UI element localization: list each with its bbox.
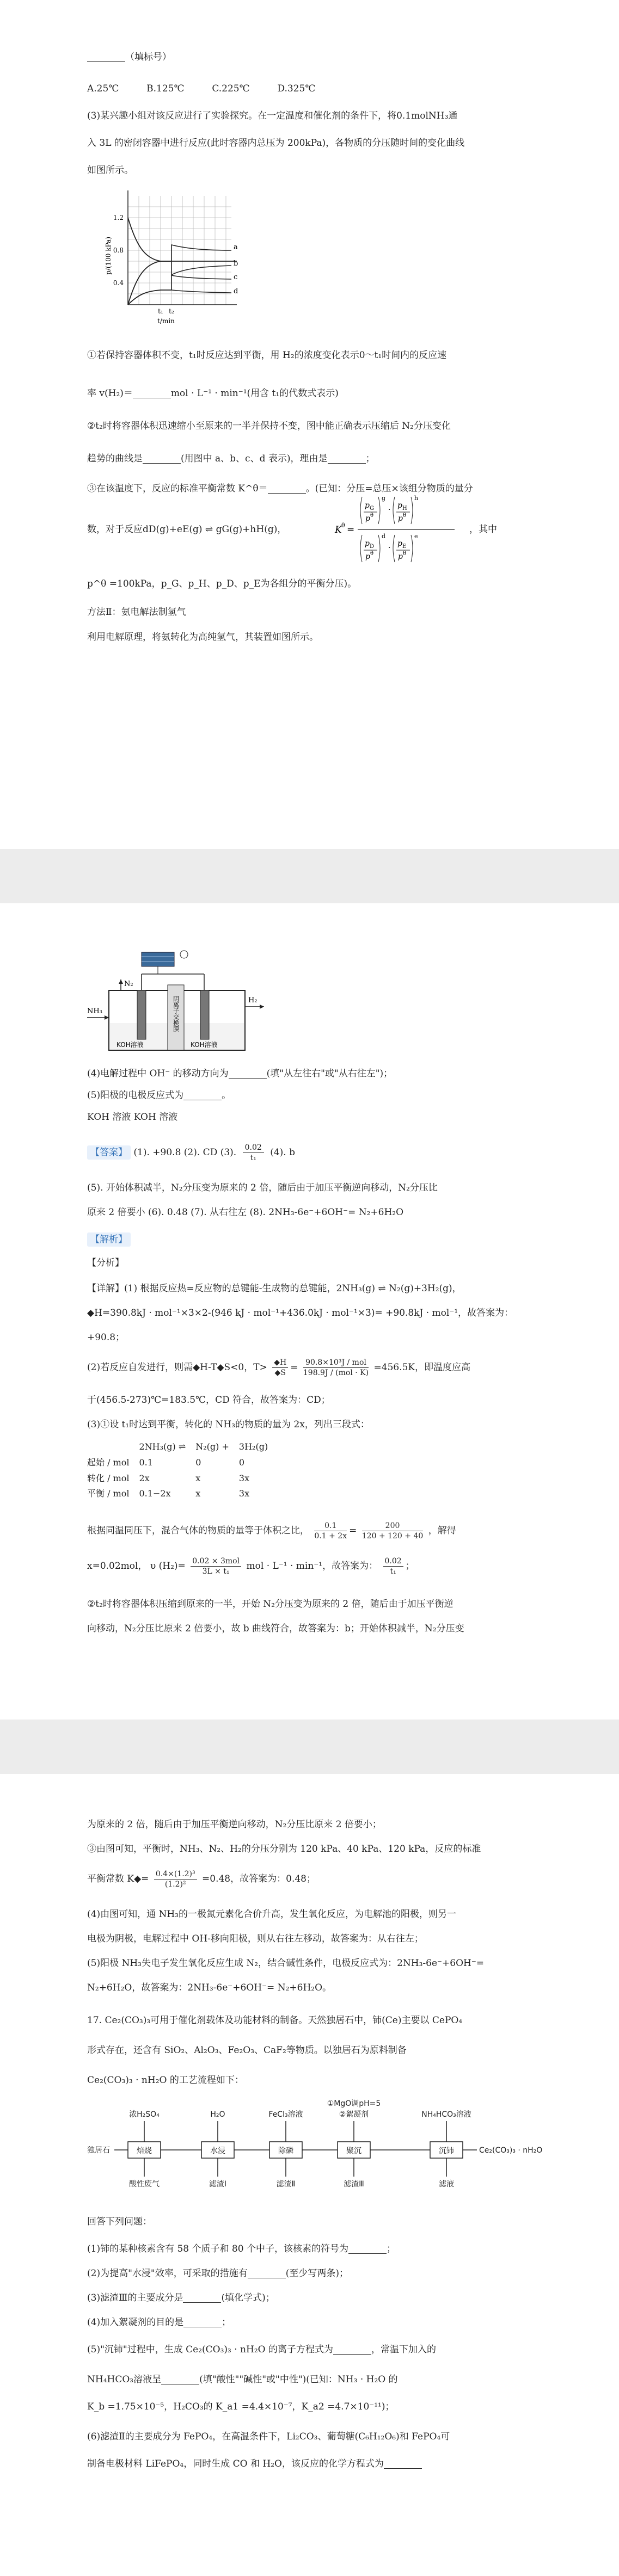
ice-cell: 平衡 / mol: [87, 1488, 130, 1499]
y-axis-label: p/(100 kPa): [105, 237, 112, 275]
detail-line8: x=0.02mol， υ (H₂)= 0.02 × 3mol 3L × t₁ mol · L⁻¹ · min⁻¹，故答案为： $\frac{0.02}{\text{t₁}}$ ；: [87, 1557, 415, 1576]
k-tail: ，其中: [469, 524, 497, 535]
step-leach: 水浸: [210, 2147, 225, 2155]
ice-cell: 3H₂(g): [238, 1441, 268, 1452]
explain-line2: ③由图可知，平衡时，NH₃、N₂、H₂的分压分别为 120 kPa、40 kPa、120 kPa，反应的标准: [87, 1844, 481, 1854]
q5-line: (5)阳极的电极反应式为 。: [87, 1090, 231, 1101]
sub-q5-text: (5)"沉铈"过程中，生成 Ce₂(CO₃)₃ · nH₂O 的离子方程式为: [87, 2344, 333, 2355]
reagent-3: FeCl₃溶液: [268, 2110, 303, 2119]
option-c: C.225℃: [212, 83, 250, 94]
detail-line5: 于(456.5-273)℃=183.5℃，CD 符合，故答案为：CD；: [87, 1395, 330, 1406]
sub-q1-text: (1)铈的某种核素含有 58 个质子和 80 个中子，该核素的符号为: [87, 2244, 348, 2254]
ice-row: [87, 1455, 278, 1471]
rate-expr: υ (H₂)=: [150, 1561, 186, 1572]
sub-q6-line2: [87, 2457, 555, 2471]
ice-cell: [87, 1439, 139, 1455]
sub-q3-hint: (填化学式)；: [221, 2292, 275, 2303]
membrane-label: 阴离子交换膜: [172, 996, 180, 1032]
spont-tail: =456.5K，即温度应高: [373, 1362, 471, 1373]
q17-line3: Ce₂(CO₃)₃ · nH₂O 的工艺流程如下：: [87, 2075, 244, 2086]
ice-table: [87, 1439, 278, 1502]
answer-blank: [248, 2269, 286, 2278]
q3-part2-line2: 趋势的曲线是 (用图中 a、b、c、d 表示)，理由是 ；: [87, 453, 375, 464]
frac-num: 0.4×(1.2)³: [154, 1869, 197, 1879]
reagent-2: H₂O: [210, 2110, 225, 2119]
ice-cell: 0.1−2x: [139, 1488, 171, 1499]
ice-cell: 2NH₃(g) ⇌: [139, 1441, 186, 1452]
frac-num: ◆H: [272, 1358, 288, 1368]
answer-blank: [333, 2345, 371, 2355]
method-2-desc: 利用电解原理，将氨转化为高纯氢气，其装置如图所示。: [87, 632, 318, 643]
step-flocculate: 聚沉: [346, 2147, 361, 2155]
svg-text:d: d: [382, 533, 386, 540]
sub-q2-text: (2)为提高"水浸"效率，可采取的措施有: [87, 2268, 248, 2279]
curve-question: 趋势的曲线是: [87, 453, 143, 464]
explain-line6: (5)阳极 NH₃失电子发生氧化反应生成 N₂，结合碱性条件，电极反应式为：2NH₃-6e⁻+6OH⁻=: [87, 1958, 485, 1969]
svg-text:H: H: [402, 506, 407, 511]
frac-den: (1.2)²: [164, 1880, 186, 1889]
frac-num: 0.02 × 3mol: [191, 1556, 241, 1567]
jiexi-tag: 【解析】: [87, 1232, 131, 1247]
frac-den: 120 + 120 + 40: [361, 1532, 424, 1540]
curve-label-a: a: [234, 243, 238, 251]
k-theta-formula: [335, 492, 457, 569]
curve-label-b: b: [234, 260, 238, 268]
q4-line: [87, 1067, 555, 1081]
frac-num: 200: [362, 1521, 424, 1531]
output-2: 滤渣Ⅰ: [209, 2180, 227, 2189]
svg-text:p: p: [365, 501, 370, 510]
answer-prompt: 回答下列问题：: [87, 2216, 152, 2227]
answer-blank: [183, 2318, 222, 2327]
ice-row: [87, 1471, 278, 1487]
answer-blank: [384, 2459, 422, 2469]
output-1: 酸性废气: [129, 2180, 160, 2189]
answer-part1: (1). +90.8 (2). CD (3).: [133, 1147, 237, 1158]
svg-text:p: p: [365, 539, 370, 548]
answer-blank: [328, 454, 366, 464]
svg-text:p: p: [397, 501, 402, 510]
svg-text:p: p: [398, 552, 403, 561]
curve-label-c: c: [234, 273, 238, 281]
ratio-tail: ，解得: [428, 1525, 456, 1536]
svg-text:θ: θ: [403, 551, 407, 557]
n2-outlet-label: N₂: [124, 980, 133, 988]
solar-panel-icon: [142, 952, 174, 966]
q3-part1-line2: [87, 386, 555, 400]
ice-cell: 0: [238, 1457, 245, 1468]
detail-line7: 根据同温同压下，混合气体的物质的量等于体积之比， $\frac{0.1}{0.1 + 2x}$ = $\frac{200}{120 + 120 + 40}$ ，解得: [87, 1521, 456, 1540]
y-tick-1: 1.2: [113, 214, 124, 221]
frac-den: 198.9J / (mol · K): [303, 1369, 369, 1377]
ice-cell: 3x: [238, 1472, 250, 1483]
page-1: [0, 0, 619, 849]
ice-header: [87, 1439, 278, 1455]
k-question: ③在该温度下，反应的标准平衡常数 K^θ＝: [87, 483, 268, 494]
ice-cell: x: [195, 1472, 201, 1483]
analysis-tag-line: [87, 1232, 555, 1247]
ratio-text: 根据同温同压下，混合气体的物质的量等于体积之比，: [87, 1525, 309, 1536]
k-result: =0.48，故答案为：0.48；: [202, 1874, 316, 1884]
frac-num: 0.02: [243, 1143, 264, 1153]
x-tick-t2: t₂: [169, 307, 174, 315]
output-5: 滤液: [439, 2180, 454, 2189]
process-flowchart: [87, 2095, 555, 2204]
q17-line1: 17. Ce₂(CO₃)₃可用于催化剂载体及功能材料的制备。天然独居石中，铈(Ce)主要以 CePO₄: [87, 2015, 463, 2026]
svg-text:θ: θ: [370, 551, 374, 557]
svg-text:θ: θ: [403, 513, 407, 519]
sub-q5-line2: [87, 2372, 555, 2387]
explain-line3: [87, 1869, 555, 1889]
page-3: [0, 1774, 619, 2576]
option-d: D.325℃: [277, 83, 316, 94]
question-3-line2: 入 3L 的密闭容器中进行反应(此时容器内总压为 200kPa)，各物质的分压随时间的变化曲线: [87, 138, 465, 149]
sub-q4-text: (4)加入絮凝剂的目的是: [87, 2317, 184, 2328]
options-row: [87, 82, 555, 96]
detail-line9: ②t₂时将容器体积压缩到原来的一半，开始 N₂分压变为原来的 2 倍，随后由于加压平衡逆: [87, 1599, 453, 1610]
svg-text:h: h: [414, 495, 419, 502]
sub-q5-tail: ，常温下加入的: [371, 2344, 436, 2355]
answer-blank: [348, 2244, 387, 2254]
sub-q1: (1)铈的某种核素含有 58 个质子和 80 个中子，该核素的符号为 ；: [87, 2244, 396, 2254]
detail-line10: 向移动，N₂分压比原来 2 倍要小，故 b 曲线符合，故答案为：b；开始体积减半，N₂分压变: [87, 1623, 464, 1634]
question-3-line1: (3)某兴趣小组对该反应进行了实验探究。在一定温度和催化剂的条件下，将0.1molNH₃通: [87, 110, 458, 121]
y-tick-2: 0.8: [113, 246, 124, 254]
q3-part3-line3: p^θ =100kPa，p_G、p_H、p_D、p_E为各组分的平衡分压)。: [87, 578, 357, 589]
answer-blank: [229, 1069, 267, 1079]
k-label: 平衡常数 K◆=: [87, 1874, 149, 1884]
page-2: [0, 903, 619, 1720]
curve-reason: (用图中 a、b、c、d 表示)，理由是: [181, 453, 328, 464]
svg-text:p: p: [397, 539, 402, 548]
electrolysis-cell: [87, 947, 267, 1061]
step-dephos: 除磷: [278, 2147, 293, 2155]
ice-row: [87, 1486, 278, 1502]
q5-text: (5)阳极的电极反应式为: [87, 1090, 184, 1101]
detail-line1: 【详解】(1) 根据反应热=反应物的总键能-生成物的总键能，2NH₃(g) ⇌ N₂(g)+3H₂(g)，: [87, 1283, 462, 1294]
partial-pressure-graph: [106, 180, 248, 332]
q3-part1-line1: ①若保持容器体积不变，t₁时反应达到平衡，用 H₂的浓度变化表示0～t₁时间内的反应速: [87, 350, 447, 361]
detail-line6: (3)①设 t₁时达到平衡，转化的 NH₃的物质的量为 2x，列出三段式：: [87, 1419, 370, 1430]
svg-text:D: D: [370, 544, 375, 550]
x-axis-label: t/min: [157, 317, 175, 325]
sub-q5-constants: K_b =1.75×10⁻⁵，H₂CO₃的 K_a1 =4.4×10⁻⁷，K_a2 =4.7×10⁻¹¹)；: [87, 2401, 395, 2412]
page-gap: [0, 849, 619, 903]
svg-text:e: e: [414, 533, 418, 540]
sub-q3-text: (3)滤渣Ⅲ的主要成分是: [87, 2292, 183, 2303]
svg-text:p: p: [398, 514, 403, 523]
svg-text:·: ·: [388, 506, 391, 514]
option-b: B.125℃: [146, 83, 185, 94]
sub-q4: (4)加入絮凝剂的目的是 ；: [87, 2317, 231, 2328]
sun-icon: [180, 951, 188, 958]
sub-q5-text2: NH₄HCO₃溶液呈: [87, 2374, 162, 2385]
flow-start: 独居石: [87, 2146, 110, 2155]
sub-q3: [87, 2291, 555, 2305]
h2-outlet-label: H₂: [248, 996, 258, 1004]
output-3: 滤渣Ⅱ: [276, 2180, 296, 2189]
q3-part2-line1: ②t₂时将容器体积迅速缩小至原来的一半并保持不变，图中能正确表示压缩后 N₂分压变化: [87, 421, 451, 432]
reagent-4b: ②絮凝剂: [339, 2110, 369, 2119]
step-precipitate: 沉铈: [439, 2147, 454, 2155]
method-2-title: 方法Ⅱ：氨电解法制氢气: [87, 607, 186, 618]
ice-cell: 0.1: [139, 1457, 153, 1468]
answer-blank: [143, 454, 181, 464]
y-tick-3: 0.4: [113, 279, 124, 287]
sub-q6-text: 制备电极材料 LiFePO₄，同时生成 CO 和 H₂O，该反应的化学方程式为: [87, 2458, 384, 2469]
svg-text:E: E: [402, 544, 407, 550]
ice-cell: 起始 / mol: [87, 1457, 130, 1468]
ice-cell: x: [195, 1488, 201, 1499]
koh-caption: KOH 溶液 KOH 溶液: [87, 1112, 178, 1123]
frac-num: 0.02: [383, 1556, 403, 1567]
answer-blank: [87, 52, 125, 62]
svg-text:p: p: [365, 514, 370, 523]
svg-text:·: ·: [388, 544, 391, 552]
svg-text:G: G: [370, 506, 374, 511]
answer-part4: (4). b: [270, 1147, 295, 1158]
frac-den: t₁: [250, 1154, 256, 1162]
k-note: 。(已知：分压=总压×该组分物质的量分: [305, 483, 473, 494]
sub-q2: [87, 2266, 555, 2281]
page-gap: [0, 1720, 619, 1774]
detail-line2: ◆H=390.8kJ · mol⁻¹×3×2-(946 kJ · mol⁻¹+436.0kJ · mol⁻¹×3)= +90.8kJ · mol⁻¹，故答案为：: [87, 1308, 514, 1318]
sub-q6-line1: (6)滤渣Ⅱ的主要成分为 FePO₄，在高温条件下，Li₂CO₃、葡萄糖(C₆H₁₂O₆)和 FePO₄可: [87, 2431, 450, 2442]
explain-line7: N₂+6H₂O，故答案为：2NH₃-6e⁻+6OH⁻= N₂+6H₂O。: [87, 1982, 332, 1993]
curve-label-d: d: [234, 287, 238, 295]
x-value: x=0.02mol，: [87, 1561, 148, 1572]
answer-line: [87, 1143, 555, 1163]
reagent-5: NH₄HCO₃溶液: [421, 2110, 471, 2119]
sub-q5-hint: (填"酸性""碱性"或"中性")(已知：NH₃ · H₂O 的: [199, 2374, 398, 2385]
svg-text:K: K: [335, 525, 342, 535]
sub-q5: [87, 2343, 555, 2357]
ice-cell: 3x: [238, 1488, 250, 1499]
rate-unit: mol · L⁻¹ · min⁻¹(用含 t₁的代数式表示): [170, 388, 339, 399]
question-3-line3: 如图所示。: [87, 165, 133, 176]
answer-line3: 原来 2 倍要小 (6). 0.48 (7). 从右往左 (8). 2NH₃-6e⁻+6OH⁻= N₂+6H₂O: [87, 1207, 404, 1218]
frac-den: 3L × t₁: [202, 1567, 230, 1576]
rate-label: 率 v(H₂)＝: [87, 388, 133, 399]
svg-text:θ: θ: [370, 513, 374, 519]
detail-line4: (2)若反应自发进行，则需◆H-T◆S<0，T> $\frac{◆H}{◆S}$ = 90.8×10³J / mol 198.9J / (mol · K) =456.5K，即温度应高: [87, 1358, 471, 1377]
detail-line3: +90.8；: [87, 1332, 125, 1343]
flow-product: Ce₂(CO₃)₃ · nH₂O: [479, 2146, 543, 2155]
reagent-4a: ①MgO调pH=5: [327, 2099, 381, 2108]
ice-cell: 2x: [139, 1472, 150, 1483]
ice-cell: 0: [195, 1457, 201, 1468]
frac-den: t₁: [390, 1567, 396, 1576]
svg-text:θ: θ: [341, 522, 345, 529]
left-solution-label: KOH溶液: [117, 1041, 144, 1049]
svg-text:g: g: [382, 495, 386, 502]
answer-blank: [183, 1090, 222, 1100]
q3-part3-line1: [87, 482, 555, 496]
q4-hint: (填"从左往右"或"从右往左")；: [266, 1068, 393, 1079]
answer-blank: [161, 2375, 199, 2384]
answer-blank: [183, 2293, 221, 2303]
explain-line4: (4)由图可知，通 NH₃的一极氮元素化合价升高，发生氧化反应，为电解池的阳极，则另一: [87, 1909, 456, 1920]
ice-cell: 转化 / mol: [87, 1472, 130, 1483]
frac-den: ◆S: [274, 1369, 286, 1377]
x-tick-t1: t₁: [158, 307, 163, 315]
svg-text:p: p: [365, 552, 370, 561]
spont-text: (2)若反应自发进行，则需◆H-T◆S<0，T>: [87, 1362, 267, 1373]
fill-label: （填标号）: [125, 52, 171, 63]
nh3-inlet-label: NH₃: [87, 1007, 102, 1015]
fenxi-tag: 【分析】: [87, 1258, 124, 1268]
explain-line5: 电极为阴极，电解过程中 OH-移向阳极，则从右往左移动，故答案为：从右往左；: [87, 1933, 424, 1944]
explain-line1: 为原来的 2 倍，随后由于加压平衡逆向移动，N₂分压比原来 2 倍要小；: [87, 1819, 382, 1830]
step-roast: 焙烧: [137, 2147, 152, 2155]
ice-cell: N₂(g) +: [195, 1441, 229, 1452]
answer-blank: [268, 484, 306, 494]
reagent-1: 浓H₂SO₄: [129, 2110, 160, 2119]
answer-tag: 【答案】: [87, 1145, 131, 1160]
reaction-general: 数，对于反应dD(g)+eE(g) ⇌ gG(g)+hH(g)，: [87, 524, 287, 535]
svg-text:=: =: [347, 525, 355, 535]
q17-line2: 形式存在，还含有 SiO₂、Al₂O₃、Fe₂O₃、CaF₂等物质。以独居石为原料制备: [87, 2045, 407, 2056]
option-a: A.25℃: [87, 83, 119, 94]
frac-den: 0.1 + 2x: [314, 1532, 347, 1540]
q4-text: (4)电解过程中 OH⁻ 的移动方向为: [87, 1068, 229, 1079]
rate-unit: mol · L⁻¹ · min⁻¹，故答案为：: [246, 1561, 378, 1572]
right-solution-label: KOH溶液: [191, 1041, 218, 1049]
blank-line: [87, 50, 555, 64]
answer-line2: (5). 开始体积减半，N₂分压变为原来的 2 倍，随后由于加压平衡逆向移动，N₂分压比: [87, 1182, 438, 1193]
output-4: 滤渣Ⅲ: [344, 2180, 364, 2189]
frac-num: 0.1: [314, 1521, 347, 1531]
frac-num: 90.8×10³J / mol: [303, 1358, 369, 1368]
answer-blank: [133, 389, 171, 398]
sub-q2-hint: (至少写两条)；: [285, 2268, 348, 2279]
